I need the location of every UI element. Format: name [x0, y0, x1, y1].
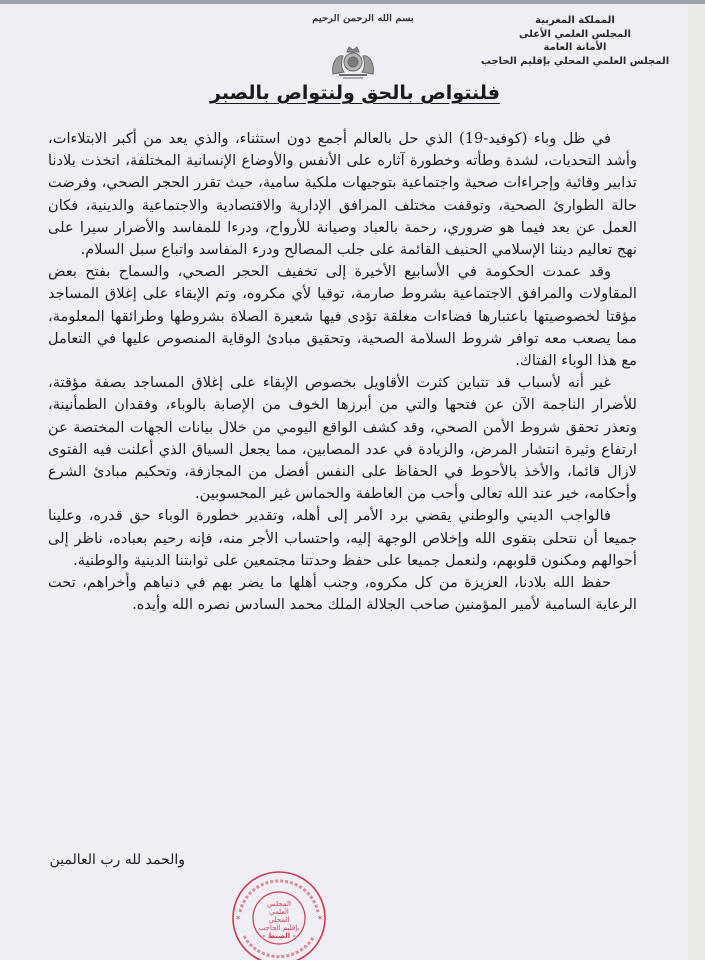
official-stamp: [228, 870, 330, 960]
coat-of-arms-icon: [323, 44, 383, 80]
institution-line: الأمانة العامة: [543, 42, 607, 53]
closing-line: والحمد لله رب العالمين: [49, 852, 185, 868]
institution-line: المملكة المغربية: [535, 15, 615, 26]
institution-line: المجلس العلمي الأعلى: [519, 28, 631, 40]
svg-text:- الضبط -: - الضبط -: [262, 932, 296, 940]
institution-header: [470, 14, 680, 68]
svg-text:العلمي: العلمي: [269, 908, 289, 916]
svg-text:*: *: [235, 915, 241, 925]
svg-text:*: *: [317, 915, 323, 925]
paragraph: حفظ الله بلادنا، العزيزة من كل مكروه، وجنب أهلها ما يضر بهم في دنياهم وأخراهم، تحت الرعاية السامية لأمير المؤمنين صاحب الجلالة الملك محمد السادس نصره الله وأيده.: [48, 574, 637, 614]
basmala-calligraphy: بسم الله الرحمن الرحيم: [312, 13, 414, 24]
document-title: فلنتواص بالحق ولنتواص بالصبر: [210, 82, 500, 104]
paragraph: غير أنه لأسباب قد تتباين كثرت الأقاويل بخصوص الإبقاء على إغلاق المساجد بصفة مؤقتة، للأضرار الناجمة الآن عن فتحها والتي من أبرزها الخوف من الإصابة بالوباء، وفقدان الطمأنينة، وتعذر تحقق شروط الأمن الصحي، وقد كشف الواقع اليومي من خلال بيانات الجهات المختصة عن ارتفاع وثيرة انتشار المرض، والزيادة في عدد المصابين، مما يجعل السياق الذي أعلنت فيه الفتوى لازال قائما، والأخذ بالأحوط في الحفاظ على النفس أفضل من المجازفة، وتحكيم مبادئ الشرع وأحكامه، خير عند الله تعالى وأحب من العاطفة والحماس غير المحسوبين.: [48, 374, 637, 503]
paragraph: فالواجب الديني والوطني يقضي برد الأمر إلى أهله، وتقدير خطورة الوباء حق قدره، وعلينا جميعا أن نتحلى بتقوى الله وإخلاص الوجهة إليه، واحتساب الأجر منه، فإنه رحيم بعباده، ناظر إلى أحوالهم ومكنون قلوبهم، ولنعمل جميعا على حفظ وحدتنا مجتمعين على ثوابتنا الدينية والوطنية.: [48, 507, 637, 569]
document-body: [48, 128, 637, 616]
svg-text:بإقليم الحاجب: بإقليم الحاجب: [258, 924, 300, 932]
paragraph: وقد عمدت الحكومة في الأسابيع الأخيرة إلى تخفيف الحجر الصحي، والسماح بفتح بعض المقاولات والمرافق الاجتماعية بشروط صارمة، توقيا لأي مكروه، وتم الإبقاء على إغلاق المساجد مؤقتا لخصوصيتها باعتبارها فضاءات مغلقة تؤدى فيها شعيرة الصلاة بشروطها وطرائقها المعلومة، مما يصعب معه توافر شروط السلامة الصحية، وتحقيق مبادئ الوقاية المنصوص عليها في التعامل مع هذا الوباء الفتاك.: [48, 263, 637, 370]
scan-right-edge: [688, 4, 705, 960]
institution-line: المجلس العلمي المحلي بإقليم الحاجب: [480, 55, 670, 67]
paragraph: في ظل وباء (كوفيد-19) الذي حل بالعالم أجمع دون استثناء، والذي يعد من أكبر الابتلاءات، وأشد التحديات، لشدة وطأته وخطورة آثاره على الأنفس والأوضاع الإنسانية المختلفة، اتخذت بلادنا تدابير وقائية وإجراءات صحية واجتماعية بتوجيهات ملكية سامية، حيث تقرر الحجر الصحي، وفرضت حالة الطوارئ الصحية، وتوقفت مختلف المرافق الإدارية والاقتصادية والاجتماعية والدينية، فكان العمل عن بعد فيما هو ضروري، رحمة بالعباد وصيانة للأرواح، ودرءا للمفاسد والأضرار سيرا على نهج تعاليم ديننا الإسلامي الحنيف القائمة على جلب المصالح ودرء المفاسد واتباع سبل السلام.: [48, 130, 637, 259]
svg-text:المحلي: المحلي: [268, 916, 290, 924]
svg-text:المجلس: المجلس: [267, 900, 291, 908]
